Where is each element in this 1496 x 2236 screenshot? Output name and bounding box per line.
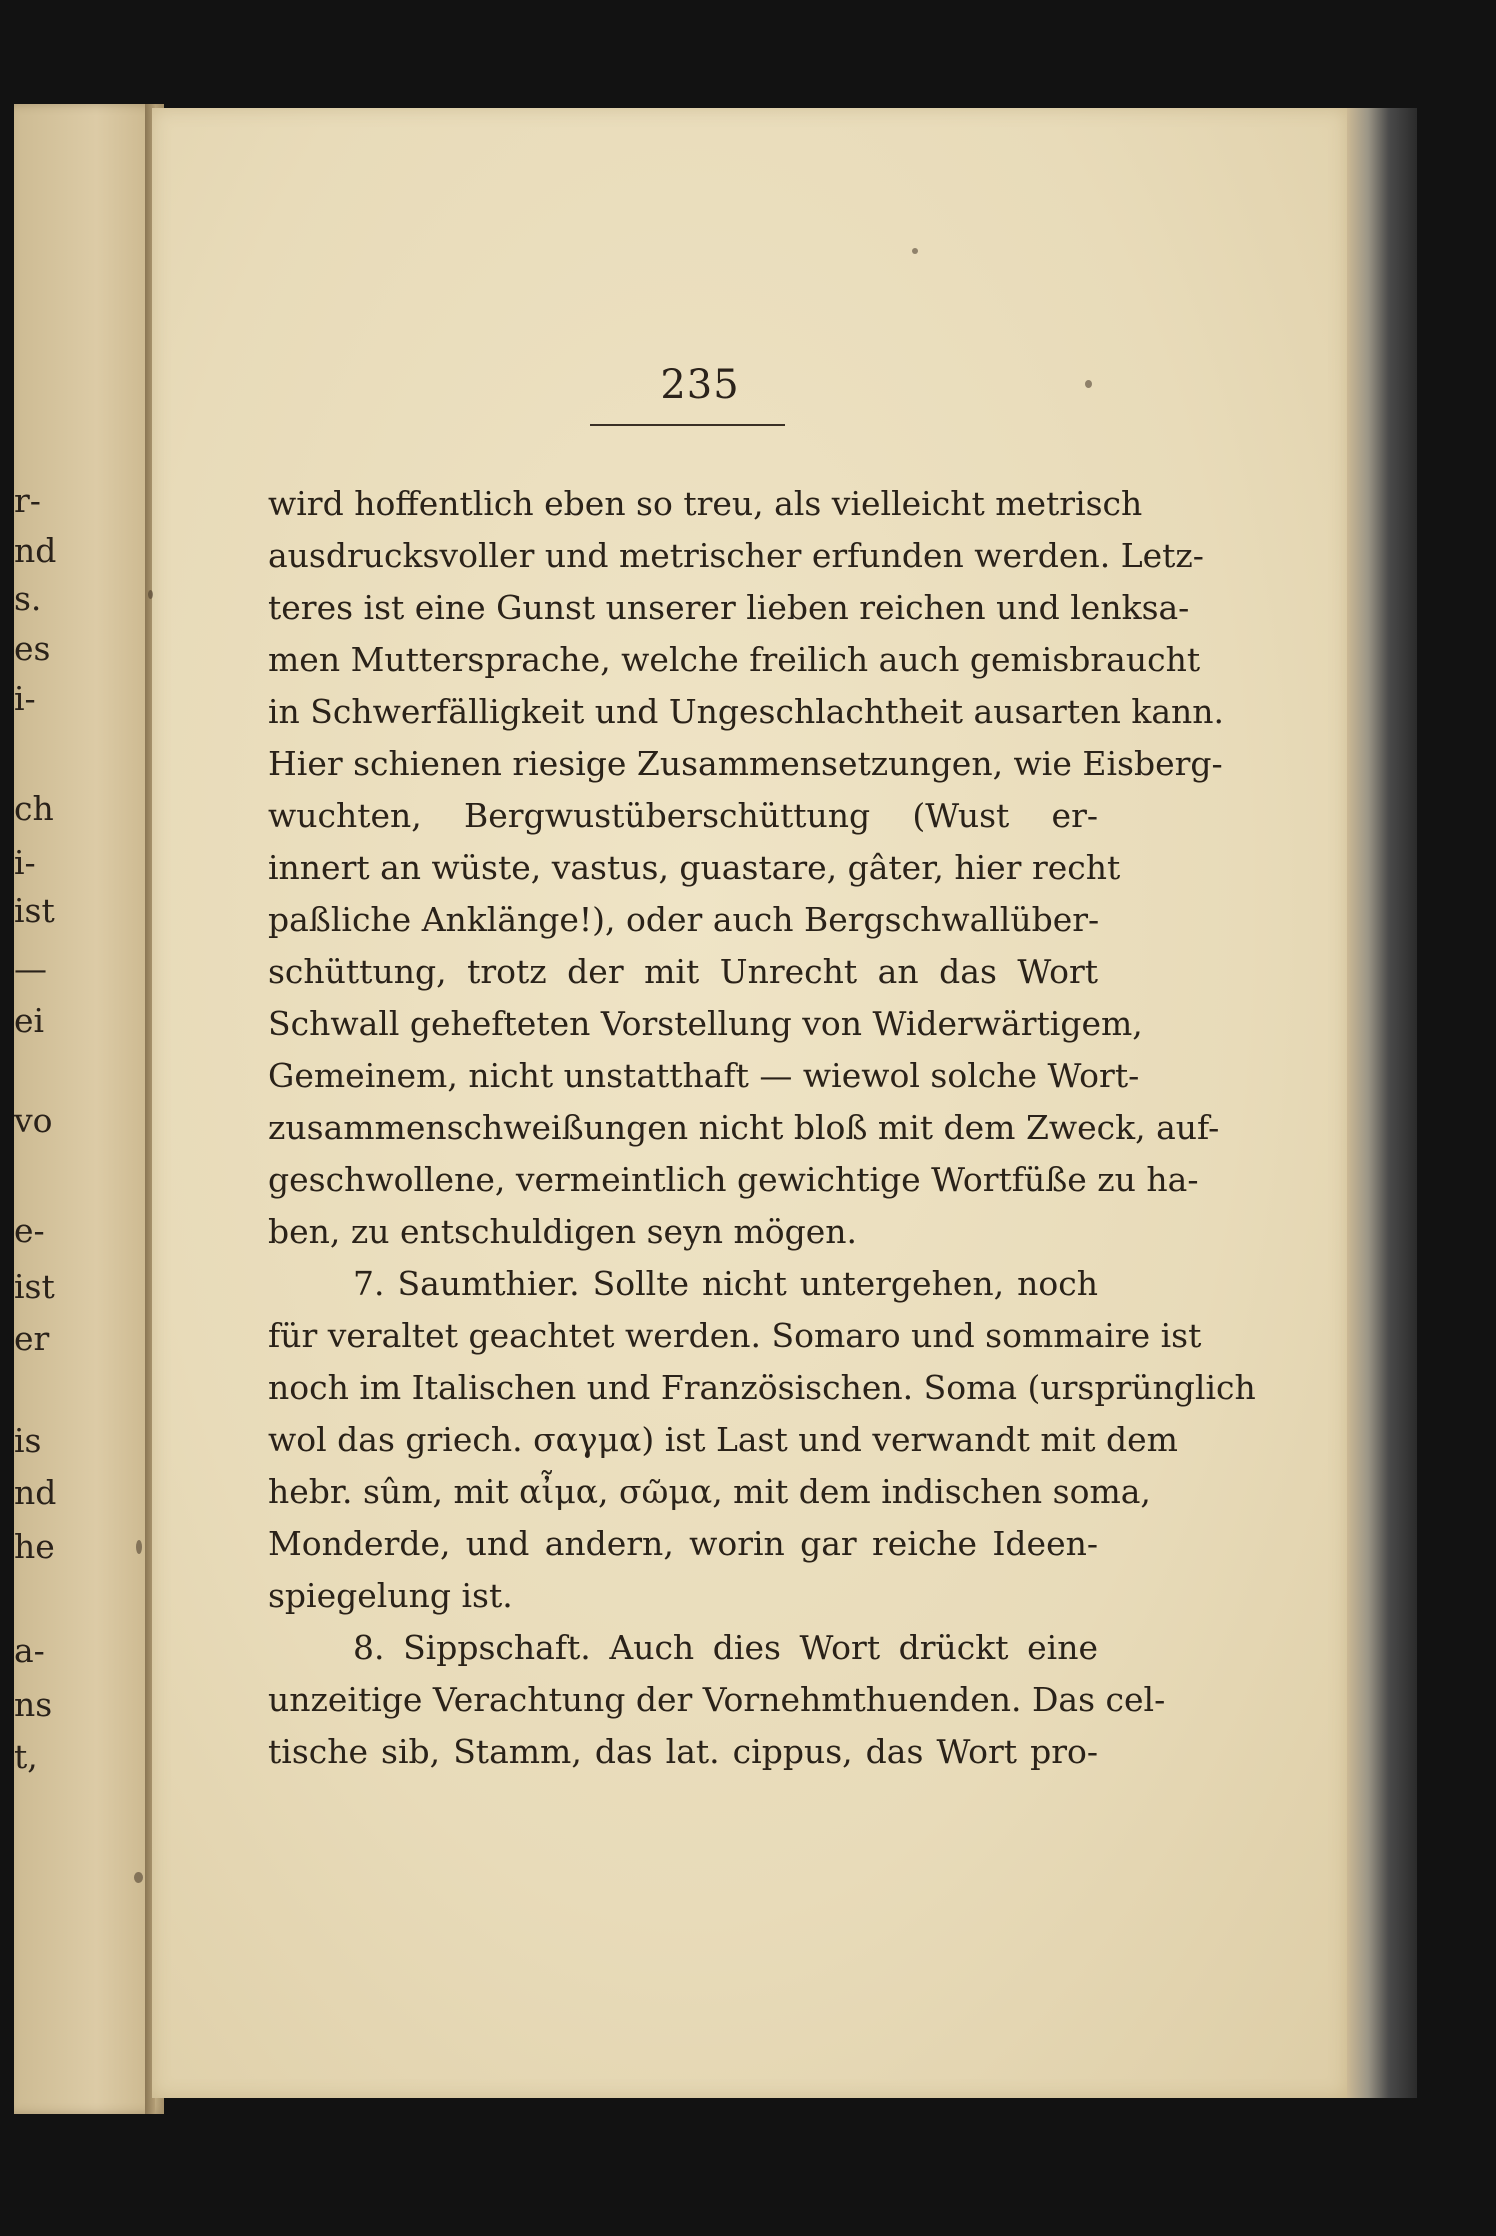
paper-speck xyxy=(1085,380,1092,388)
text-line: innert an wüste, vastus, guastare, gâter, hier recht xyxy=(268,848,1121,887)
left-page-fragment: t, xyxy=(14,1737,38,1776)
left-page-fragment: ch xyxy=(14,789,54,828)
text-line: Schwall gehefteten Vorstellung von Widerwärtigem, xyxy=(268,1004,1143,1043)
text-line: in Schwerfälligkeit und Ungeschlachtheit ausarten kann. xyxy=(268,692,1225,731)
text-line: paßliche Anklänge!), oder auch Bergschwallüber- xyxy=(268,900,1100,939)
text-line: wuchten, Bergwustüberschüttung (Wust er- xyxy=(268,796,1098,835)
header-rule xyxy=(590,424,785,426)
text-line: Hier schienen riesige Zusammensetzungen, wie Eisberg- xyxy=(268,744,1223,783)
text-line: 7. Saumthier. Sollte nicht untergehen, noch xyxy=(353,1264,1098,1303)
paper-speck xyxy=(912,248,918,254)
left-page-fragment: a- xyxy=(14,1631,45,1670)
text-line: schüttung, trotz der mit Unrecht an das Wort xyxy=(268,952,1098,991)
text-line: ausdrucksvoller und metrischer erfunden werden. Letz- xyxy=(268,536,1204,575)
paper-speck xyxy=(148,590,153,599)
left-page-fragment: i- xyxy=(14,679,36,718)
left-page-fragment: i- xyxy=(14,843,36,882)
text-line: wol das griech. σαγμα) ist Last und verwandt mit dem xyxy=(268,1420,1178,1459)
text-line: Monderde, und andern, worin gar reiche Ideen- xyxy=(268,1524,1098,1563)
text-line: ben, zu entschuldigen seyn mögen. xyxy=(268,1212,858,1251)
left-page-fragment: er xyxy=(14,1319,50,1358)
body-text xyxy=(268,478,1256,1778)
text-line: geschwollene, vermeintlich gewichtige Wortfüße zu ha- xyxy=(268,1160,1199,1199)
left-page-fragment: ist xyxy=(14,891,55,930)
text-line: men Muttersprache, welche freilich auch gemisbraucht xyxy=(268,640,1201,679)
text-line: zusammenschweißungen nicht bloß mit dem Zweck, auf- xyxy=(268,1108,1220,1147)
book-cover-edge xyxy=(1347,108,1417,2098)
text-line: wird hoffentlich eben so treu, als vielleicht metrisch xyxy=(268,484,1143,523)
paper-speck xyxy=(134,1872,143,1883)
text-line: spiegelung ist. xyxy=(268,1576,513,1615)
left-page-fragment: nd xyxy=(14,531,57,570)
text-line: tische sib, Stamm, das lat. cippus, das Wort pro- xyxy=(268,1732,1098,1771)
text-line: Gemeinem, nicht unstatthaft — wiewol solche Wort- xyxy=(268,1056,1140,1095)
left-page-edge xyxy=(14,104,164,2114)
text-line: hebr. sûm, mit αἶμα, σῶμα, mit dem indischen soma, xyxy=(268,1472,1151,1511)
left-page-fragment: es xyxy=(14,629,51,668)
left-page-fragment: ei xyxy=(14,1001,45,1040)
left-page-fragment: ist xyxy=(14,1267,55,1306)
left-page-fragment: vo xyxy=(14,1101,53,1140)
left-page-fragment: nd xyxy=(14,1473,57,1512)
left-page-fragment: is xyxy=(14,1421,42,1460)
text-line: unzeitige Verachtung der Vornehmthuenden. Das cel- xyxy=(268,1680,1166,1719)
text-line: teres ist eine Gunst unserer lieben reichen und lenksa- xyxy=(268,588,1190,627)
paper-speck xyxy=(136,1540,142,1554)
page-number: 235 xyxy=(660,362,740,408)
left-page-fragment: r- xyxy=(14,481,41,520)
left-page-fragment: ns xyxy=(14,1685,53,1724)
text-line: noch im Italischen und Französischen. Soma (ursprünglich xyxy=(268,1368,1256,1407)
left-page-fragment: he xyxy=(14,1527,55,1566)
left-page-fragment: — xyxy=(14,949,47,988)
text-line: 8. Sippschaft. Auch dies Wort drückt eine xyxy=(353,1628,1098,1667)
text-line: für veraltet geachtet werden. Somaro und sommaire ist xyxy=(268,1316,1202,1355)
left-page-fragment: s. xyxy=(14,579,42,618)
left-page-fragment: e- xyxy=(14,1211,45,1250)
